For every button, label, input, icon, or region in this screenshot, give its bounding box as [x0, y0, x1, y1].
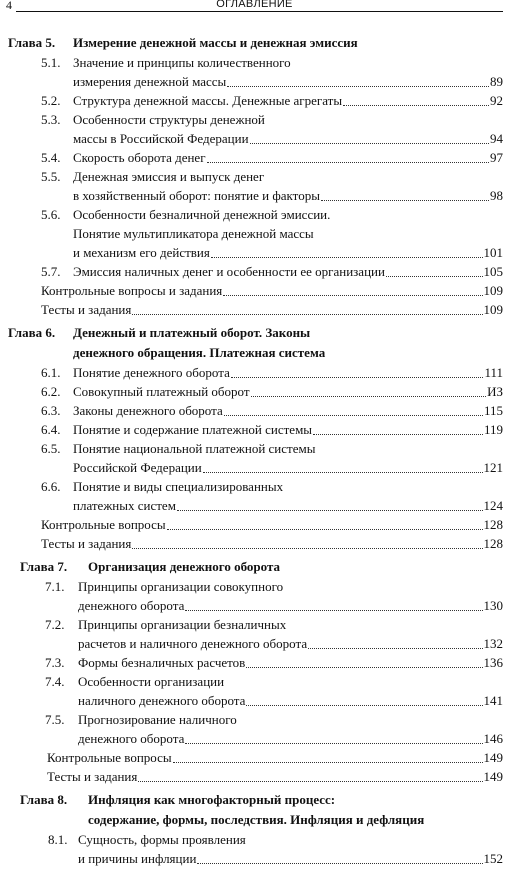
section-number: 5.6.: [41, 207, 61, 222]
page-reference: 132: [483, 636, 503, 651]
page-reference: 149: [483, 769, 503, 784]
entry-text-line: Сущность, формы проявления: [78, 832, 246, 847]
dot-leader: [251, 396, 486, 397]
section-number: 6.4.: [41, 422, 61, 437]
entry-text-line: измерения денежной массы: [73, 74, 227, 89]
section-number: 5.4.: [41, 150, 61, 165]
entry-text-line: Эмиссия наличных денег и особенности ее организации: [73, 264, 385, 279]
toc-entry[interactable]: [0, 363, 509, 382]
page-number: 4: [6, 0, 12, 12]
section-number: 5.3.: [41, 112, 61, 127]
toc-entry[interactable]: [0, 710, 509, 748]
toc-entry[interactable]: [0, 439, 509, 477]
page-reference: 89: [490, 74, 503, 89]
entry-text-line: наличного денежного оборота: [78, 693, 246, 708]
section-number: 6.2.: [41, 384, 61, 399]
chapter-heading-line: [0, 323, 509, 343]
dot-leader: [138, 781, 483, 782]
dot-leader: [177, 510, 483, 511]
section-number: 6.5.: [41, 441, 61, 456]
page-reference: 152: [483, 851, 503, 866]
page-reference: 128: [483, 517, 503, 532]
toc-entry[interactable]: [0, 672, 509, 710]
dot-leader: [203, 472, 483, 473]
dot-leader: [132, 548, 483, 549]
page-reference: 121: [483, 460, 503, 475]
page-reference: 105: [483, 264, 503, 279]
chapter-heading-line: [0, 810, 509, 830]
section-number: 7.5.: [45, 712, 65, 727]
entry-text-line: Понятие и виды специализированных: [73, 479, 284, 494]
section-number: 7.4.: [45, 674, 65, 689]
chapter-title: Инфляция как многофакторный процесс:: [88, 792, 336, 807]
page-reference: 128: [483, 536, 503, 551]
toc-entry[interactable]: [0, 420, 509, 439]
page-reference: 92: [490, 93, 503, 108]
toc-entry[interactable]: [0, 205, 509, 262]
page-reference: 98: [490, 188, 503, 203]
chapter-5: [0, 33, 509, 319]
section-number: 8.1.: [48, 832, 68, 847]
section-number: 5.7.: [41, 264, 61, 279]
dot-leader: [343, 105, 489, 106]
section-number: 6.3.: [41, 403, 61, 418]
chapter-title: содержание, формы, последствия. Инфляция и дефляция: [88, 812, 425, 827]
dot-leader: [386, 276, 483, 277]
dot-leader: [207, 162, 489, 163]
toc-entry-extra[interactable]: [0, 515, 509, 534]
entry-text-line: Понятие национальной платежной системы: [73, 441, 316, 456]
dot-leader: [173, 762, 483, 763]
entry-text-line: Особенности безналичной денежной эмиссии.: [73, 207, 331, 222]
entry-text-line: Особенности структуры денежной: [73, 112, 265, 127]
page-reference: 149: [483, 750, 503, 765]
header-rule: [16, 11, 503, 12]
chapter-title: Денежный и платежный оборот. Законы: [73, 325, 311, 340]
page-reference: 94: [490, 131, 503, 146]
running-header: [6, 0, 503, 14]
toc-entry[interactable]: [0, 167, 509, 205]
page-reference: 109: [483, 302, 503, 317]
section-number: 6.6.: [41, 479, 61, 494]
dot-leader: [308, 648, 483, 649]
page-reference: 130: [483, 598, 503, 613]
entry-text-line: Понятие мультипликатора денежной массы: [73, 226, 314, 241]
entry-text-line: Тесты и задания: [41, 302, 132, 317]
page-reference: 109: [483, 283, 503, 298]
page-reference: 111: [484, 365, 503, 380]
dot-leader: [211, 257, 483, 258]
page-reference: 97: [490, 150, 503, 165]
entry-text-line: Структура денежной массы. Денежные агрегаты: [73, 93, 343, 108]
toc-entry[interactable]: [0, 110, 509, 148]
entry-text-line: Принципы организации безналичных: [78, 617, 287, 632]
chapter-8: [0, 790, 509, 868]
page-reference: 119: [483, 422, 503, 437]
entry-text-line: Особенности организации: [78, 674, 225, 689]
entry-text-line: Прогнозирование наличного: [78, 712, 237, 727]
section-number: 6.1.: [41, 365, 61, 380]
toc-entry[interactable]: [0, 382, 509, 401]
toc-entry[interactable]: [0, 830, 509, 868]
entry-text-line: Контрольные вопросы: [47, 750, 172, 765]
chapter-number: Глава 7.: [20, 559, 68, 574]
chapter-heading-line: [0, 343, 509, 363]
section-number: 7.1.: [45, 579, 65, 594]
entry-text-line: Понятие и содержание платежной системы: [73, 422, 313, 437]
entry-text-line: Совокупный платежный оборот: [73, 384, 250, 399]
dot-leader: [321, 200, 489, 201]
dot-leader: [224, 415, 483, 416]
entry-text-line: Контрольные вопросы и задания: [41, 283, 223, 298]
toc-entry-extra[interactable]: [0, 767, 509, 786]
chapter-number: Глава 6.: [8, 325, 56, 340]
running-title: ОГЛАВЛЕНИЕ: [216, 0, 293, 10]
section-number: 5.5.: [41, 169, 61, 184]
entry-text-line: Российской Федерации: [73, 460, 202, 475]
toc-entry[interactable]: [0, 615, 509, 653]
dot-leader: [223, 295, 483, 296]
entry-text-line: в хозяйственный оборот: понятие и факторы: [73, 188, 320, 203]
entry-text-line: Тесты и задания: [47, 769, 138, 784]
dot-leader: [185, 743, 483, 744]
entry-text-line: расчетов и наличного денежного оборота: [78, 636, 308, 651]
chapter-number: Глава 5.: [8, 35, 56, 50]
page-reference: 101: [483, 245, 503, 260]
chapter-7: [0, 557, 509, 786]
chapter-number: Глава 8.: [20, 792, 68, 807]
page-reference: 124: [483, 498, 503, 513]
entry-text-line: Денежная эмиссия и выпуск денег: [73, 169, 265, 184]
entry-text-line: Тесты и задания: [41, 536, 132, 551]
chapter-heading-line: [0, 790, 509, 810]
entry-text-line: Формы безналичных расчетов: [78, 655, 246, 670]
entry-text-line: Принципы организации совокупного: [78, 579, 284, 594]
toc-entry-extra[interactable]: [0, 534, 509, 553]
dot-leader: [246, 667, 483, 668]
toc-entry-extra[interactable]: [0, 300, 509, 319]
toc-entry[interactable]: [0, 148, 509, 167]
toc-entry[interactable]: [0, 653, 509, 672]
page-reference: 141: [483, 693, 503, 708]
chapter-6: [0, 323, 509, 553]
toc-entry[interactable]: [0, 477, 509, 515]
entry-text-line: и механизм его действия: [73, 245, 210, 260]
toc-entry[interactable]: [0, 262, 509, 281]
dot-leader: [231, 377, 483, 378]
section-number: 5.1.: [41, 55, 61, 70]
dot-leader: [132, 314, 483, 315]
toc-entry[interactable]: [0, 91, 509, 110]
page-reference: 146: [483, 731, 503, 746]
page-reference: 115: [483, 403, 503, 418]
dot-leader: [197, 863, 483, 864]
entry-text-line: Понятие денежного оборота: [73, 365, 230, 380]
entry-text-line: Законы денежного оборота: [73, 403, 223, 418]
dot-leader: [250, 143, 489, 144]
dot-leader: [167, 529, 483, 530]
section-number: 7.2.: [45, 617, 65, 632]
entry-text-line: массы в Российской Федерации: [73, 131, 249, 146]
section-number: 7.3.: [45, 655, 65, 670]
toc-entry-extra[interactable]: [0, 281, 509, 300]
toc-entry-extra[interactable]: [0, 748, 509, 767]
chapter-title: денежного обращения. Платежная система: [73, 345, 326, 360]
dot-leader: [227, 86, 489, 87]
dot-leader: [313, 434, 483, 435]
section-number: 5.2.: [41, 93, 61, 108]
page-reference: ИЗ: [487, 384, 503, 399]
entry-text-line: денежного оборота: [78, 598, 185, 613]
entry-text-line: Скорость оборота денег: [73, 150, 206, 165]
dot-leader: [246, 705, 483, 706]
entry-text-line: и причины инфляции: [78, 851, 197, 866]
table-of-contents: [0, 33, 509, 872]
toc-entry[interactable]: [0, 401, 509, 420]
entry-text-line: денежного оборота: [78, 731, 185, 746]
chapter-title: Организация денежного оборота: [88, 559, 280, 574]
chapter-title: Измерение денежной массы и денежная эмиссия: [73, 35, 358, 50]
chapter-heading-line: [0, 557, 509, 577]
entry-text-line: платежных систем: [73, 498, 176, 513]
entry-text-line: Контрольные вопросы: [41, 517, 166, 532]
toc-entry[interactable]: [0, 577, 509, 615]
chapter-heading-line: [0, 33, 509, 53]
entry-text-line: Значение и принципы количественного: [73, 55, 291, 70]
dot-leader: [185, 610, 483, 611]
page-reference: 136: [483, 655, 503, 670]
toc-entry[interactable]: [0, 53, 509, 91]
